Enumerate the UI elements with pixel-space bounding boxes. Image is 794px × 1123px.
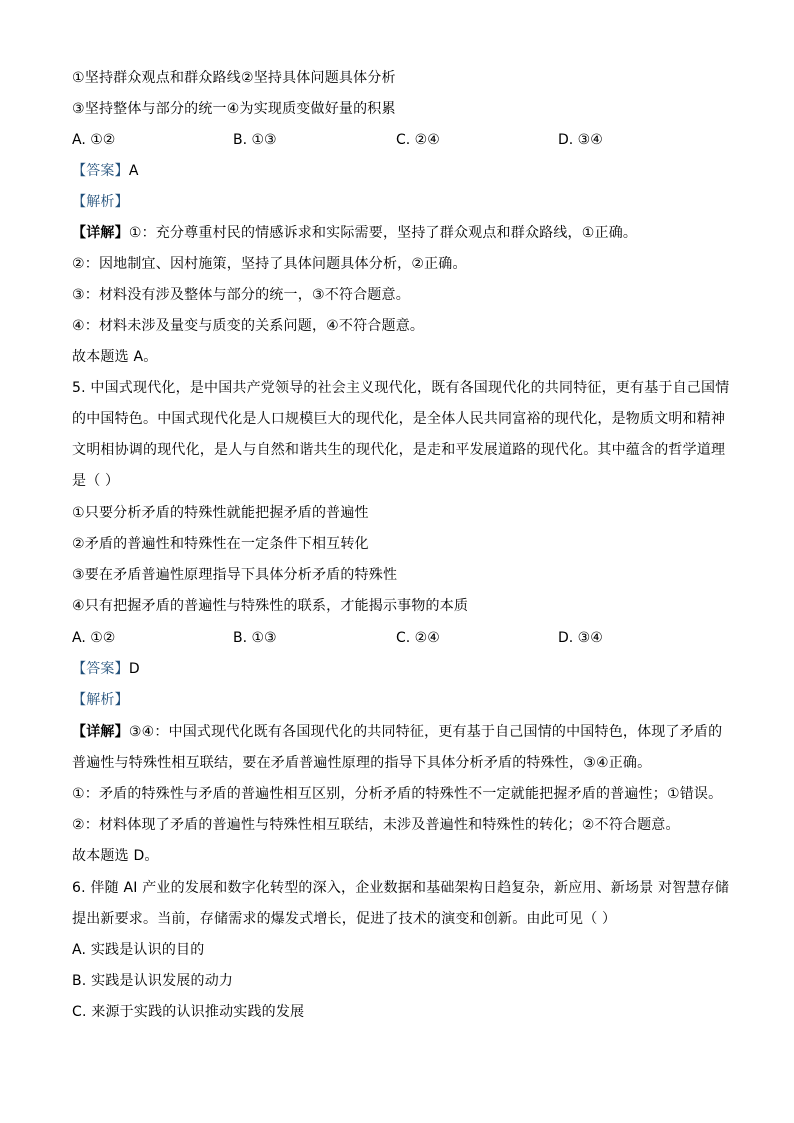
q6-option-b: B. 实践是认识发展的动力 [72,973,234,989]
answer-value: D [128,661,140,677]
q5-statement-4: ④只有把握矛盾的普遍性与特殊性的联系，才能揭示事物的本质 [72,598,469,614]
q5-conclusion: 故本题选 D。 [72,848,159,864]
q4-statement-2: ③坚持整体与部分的统一④为实现质变做好量的积累 [72,101,396,117]
answer-label: 【答案】 [72,163,129,179]
q4-detail-line-2: ②：因地制宜、因村施策，坚持了具体问题具体分析，②正确。 [72,256,467,272]
q5-detail-line-1: 【详解】③④：中国式现代化既有各国现代化的共同特征，更有基于自己国情的中国特色，体现了矛盾的 [72,724,723,740]
q6-option-a: A. 实践是认识的目的 [72,942,205,958]
q5-option-c: C. ②④ [396,630,440,646]
q4-detail-line-4: ④：材料未涉及量变与质变的关系问题，④不符合题意。 [72,318,425,334]
q5-detail-line-2: 普遍性与特殊性相互联结，要在矛盾普遍性原理的指导下具体分析矛盾的特殊性，③④正确。 [72,755,652,771]
q5-statement-2: ②矛盾的普遍性和特殊性在一定条件下相互转化 [72,536,369,552]
q4-detail-line-1: 【详解】①：充分尊重村民的情感诉求和实际需要，坚持了群众观点和群众路线，①正确。 [72,225,638,241]
q5-detail-line-4: ②：材料体现了矛盾的普遍性与特殊性相互联结，未涉及普遍性和特殊性的转化；②不符合题意。 [72,817,680,833]
q5-stem-line-2: 的中国特色。中国式现代化是人口规模巨大的现代化，是全体人民共同富裕的现代化，是物质文明和精神 [72,411,726,427]
q5-answer [72,659,140,679]
q4-answer [72,161,139,181]
answer-value: A [128,163,139,179]
q6-stem-line-1: 6. 伴随 AI 产业的发展和数字化转型的深入，企业数据和基础架构日趋复杂，新应用、新场景 对智慧存储 [72,880,730,896]
q4-detail-line-3: ③：材料没有涉及整体与部分的统一，③不符合题意。 [72,287,410,303]
analysis-label: 【解析】 [72,194,129,210]
q5-option-b: B. ①③ [233,630,277,646]
q4-option-c: C. ②④ [396,132,440,148]
q5-stem-line-4: 是（ ） [72,473,120,489]
detail-label: 【详解】 [72,225,129,241]
q5-stem-line-3: 文明相协调的现代化，是人与自然和谐共生的现代化，是走和平发展道路的现代化。其中蕴含的哲学道理 [72,442,726,458]
q4-option-d: D. ③④ [558,132,603,148]
detail-label: 【详解】 [72,724,129,740]
q5-option-a: A. ①② [72,630,116,646]
q5-option-d: D. ③④ [558,630,603,646]
q4-option-b: B. ①③ [233,132,277,148]
q4-conclusion: 故本题选 A。 [72,349,158,365]
q5-detail-line-3: ①：矛盾的特殊性与矛盾的普遍性相互区别，分析矛盾的特殊性不一定就能把握矛盾的普遍性；①错误。 [72,786,723,802]
q4-statement-1: ①坚持群众观点和群众路线②坚持具体问题具体分析 [72,70,396,86]
q5-statement-1: ①只要分析矛盾的特殊性就能把握矛盾的普遍性 [72,505,369,521]
q4-option-a: A. ①② [72,132,116,148]
analysis-label: 【解析】 [72,692,129,708]
q6-option-c: C. 来源于实践的认识推动实践的发展 [72,1004,305,1020]
q4-analysis-label [72,192,129,212]
q5-stem-line-1: 5. 中国式现代化，是中国共产党领导的社会主义现代化，既有各国现代化的共同特征，更有基于自己国情 [72,380,730,396]
q5-statement-3: ③要在矛盾普遍性原理指导下具体分析矛盾的特殊性 [72,567,398,583]
answer-label: 【答案】 [72,661,129,677]
q6-stem-line-2: 提出新要求。当前，存储需求的爆发式增长，促进了技术的演变和创新。由此可见（ ） [72,911,617,927]
q5-analysis-label [72,690,129,710]
